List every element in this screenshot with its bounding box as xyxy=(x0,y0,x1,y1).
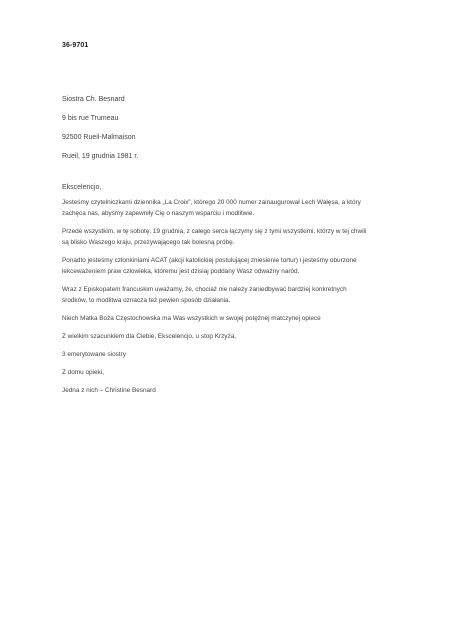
paragraph-3 xyxy=(62,256,402,277)
signature-place xyxy=(62,368,402,379)
signature-name xyxy=(62,386,402,397)
salutation: Ekscelencjo, xyxy=(62,184,102,191)
paragraph-line: Przede wszystkim, w tę sobotę, 19 grudnia, z całego serca łączymy się z tymi wszystkimi, którzy w tej chwili xyxy=(62,228,367,235)
paragraph-line: Niech Matka Boża Częstochowska ma Was wszystkich w swojej potężnej matczynej opiece xyxy=(62,315,321,322)
closing-regards xyxy=(62,332,402,343)
paragraph-5 xyxy=(62,314,402,325)
signature-group xyxy=(62,350,402,361)
paragraph-line: Z domu opieki, xyxy=(62,369,104,376)
paragraph-line: lekceważeniem praw człowieka, któremu jest dzisiaj poddany Wasz odważny naród. xyxy=(62,267,300,275)
paragraph-2 xyxy=(62,227,402,248)
paragraph-line: Jesteśmy czytelniczkami dziennika „La Croix”, którego 20 000 numer zainaugurował Lech Wałęsa, a który xyxy=(62,199,361,206)
paragraph-line: Z wielkim szacunkiem dla Ciebie, Ekscelencjo, u stop Krzyża, xyxy=(62,333,237,340)
document-id: 36-9701 xyxy=(62,42,89,49)
paragraph-4 xyxy=(62,285,402,306)
paragraph-line: Jedna z nich – Christine Besnard xyxy=(62,387,156,394)
paragraph-line: 3 emerytowane siostry xyxy=(62,351,126,358)
paragraph-line: zachęca nas, abyśmy zapewniły Cię o naszym wsparciu i modlitwie. xyxy=(62,209,255,217)
sender-name: Siostra Ch. Besnard xyxy=(62,96,125,103)
paragraph-line: są blisko Waszego kraju, przeżywającego tak bolesną próbę. xyxy=(62,238,235,246)
sender-city: 92500 Rueil-Malmaison xyxy=(62,134,136,141)
paragraph-line: Ponadto jesteśmy członkiniami ACAT (akcji katolickiej postulującej zniesienie tortur) i jesteśmy oburzone xyxy=(62,257,357,264)
paragraph-line: środków, to modlitwa oznacza też pewien sposób działania. xyxy=(62,296,231,304)
sender-street: 9 bis rue Trumeau xyxy=(62,115,119,122)
paragraph-1 xyxy=(62,198,402,219)
paragraph-line: Wraz z Episkopatem francuskim uważamy, że, chociaż nie należy zaniedbywać bardziej konkretnych xyxy=(62,286,347,293)
letter-date: Rueil, 19 grudnia 1981 r. xyxy=(62,153,139,160)
